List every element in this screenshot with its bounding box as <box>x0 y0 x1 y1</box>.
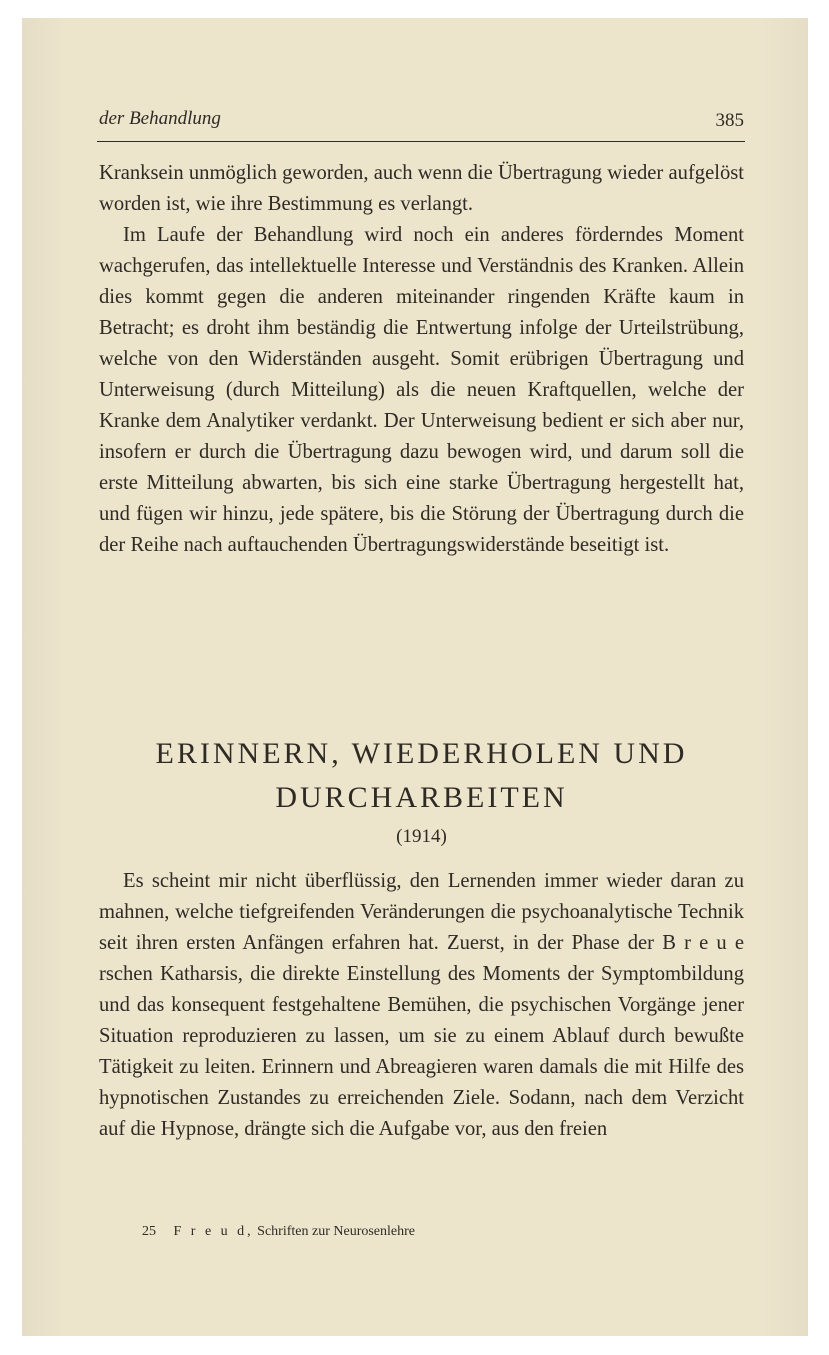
signature-mark: 25 <box>142 1224 156 1239</box>
book-page <box>22 18 808 1336</box>
text-block-bottom <box>99 866 744 1145</box>
paragraph-text: Es scheint mir nicht überflüssig, den Lernenden immer wieder daran zu mahnen, welche tiefgreifenden Veränderungen die psychoanalytische Technik seit ihren ersten Anfängen erfahren hat. Zuerst, in der Phase der <box>99 870 744 954</box>
text-block-top <box>99 158 744 561</box>
chapter-year: (1914) <box>396 826 447 847</box>
paragraph: Im Laufe der Behandlung wird noch ein anderes förderndes Moment wachgerufen, das intellektuelle Interesse und Verständnis des Kranken. Allein dies kommt gegen die anderen miteinander ringenden Kräfte kaum in Betracht; es droht ihm beständig die Entwertung infolge der Urteilstrübung, welche von den Widerständen ausgeht. Somit erübrigen Übertragung und Unterweisung (durch Mitteilung) als die neuen Kraftquellen, welche der Kranke dem Analytiker verdankt. Der Unterweisung bedient er sich aber nur, insofern er durch die Übertragung dazu bewogen wird, und darum soll die erste Mitteilung abwarten, bis sich eine starke Übertragung hergestellt hat, und fügen wir hinzu, jede spätere, bis die Störung der Übertragung durch die der Reihe nach auftauchenden Übertragungswiderstände beseitigt ist. <box>99 224 744 556</box>
paragraph: Kranksein unmöglich geworden, auch wenn die Übertragung wieder aufgelöst worden ist, wie ihre Bestimmung es verlangt. <box>99 162 744 215</box>
running-head-title: der Behandlung <box>99 108 221 129</box>
paragraph-text: schen Katharsis, die direkte Einstellung des Moments der Symptombildung und das konsequent festgehaltene Bemühen, die psychischen Vorgänge jener Situation reproduzieren zu lassen, um sie zu einem Ablauf durch bewußte Tätigkeit zu leiten. Erinnern und Abreagieren waren damals die mit Hilfe des hypnotischen Zustandes zu erreichenden Ziele. Sodann, nach dem Verzicht auf die Hypnose, drängte sich die Aufgabe vor, aus den freien <box>99 963 744 1140</box>
chapter-title-line-1: ERINNERN, WIEDERHOLEN UND <box>155 737 688 770</box>
chapter-title-line-2: DURCHARBEITEN <box>275 781 568 814</box>
running-head <box>99 108 744 138</box>
header-rule <box>97 141 745 142</box>
footer-author: F r e u d, <box>173 1224 254 1239</box>
page-number: 385 <box>715 110 744 131</box>
paragraph <box>99 866 744 1145</box>
footer-title: Schriften zur Neurosenlehre <box>257 1224 415 1239</box>
spaced-name: B r e u e r <box>99 932 745 985</box>
signature-line <box>142 1224 415 1240</box>
